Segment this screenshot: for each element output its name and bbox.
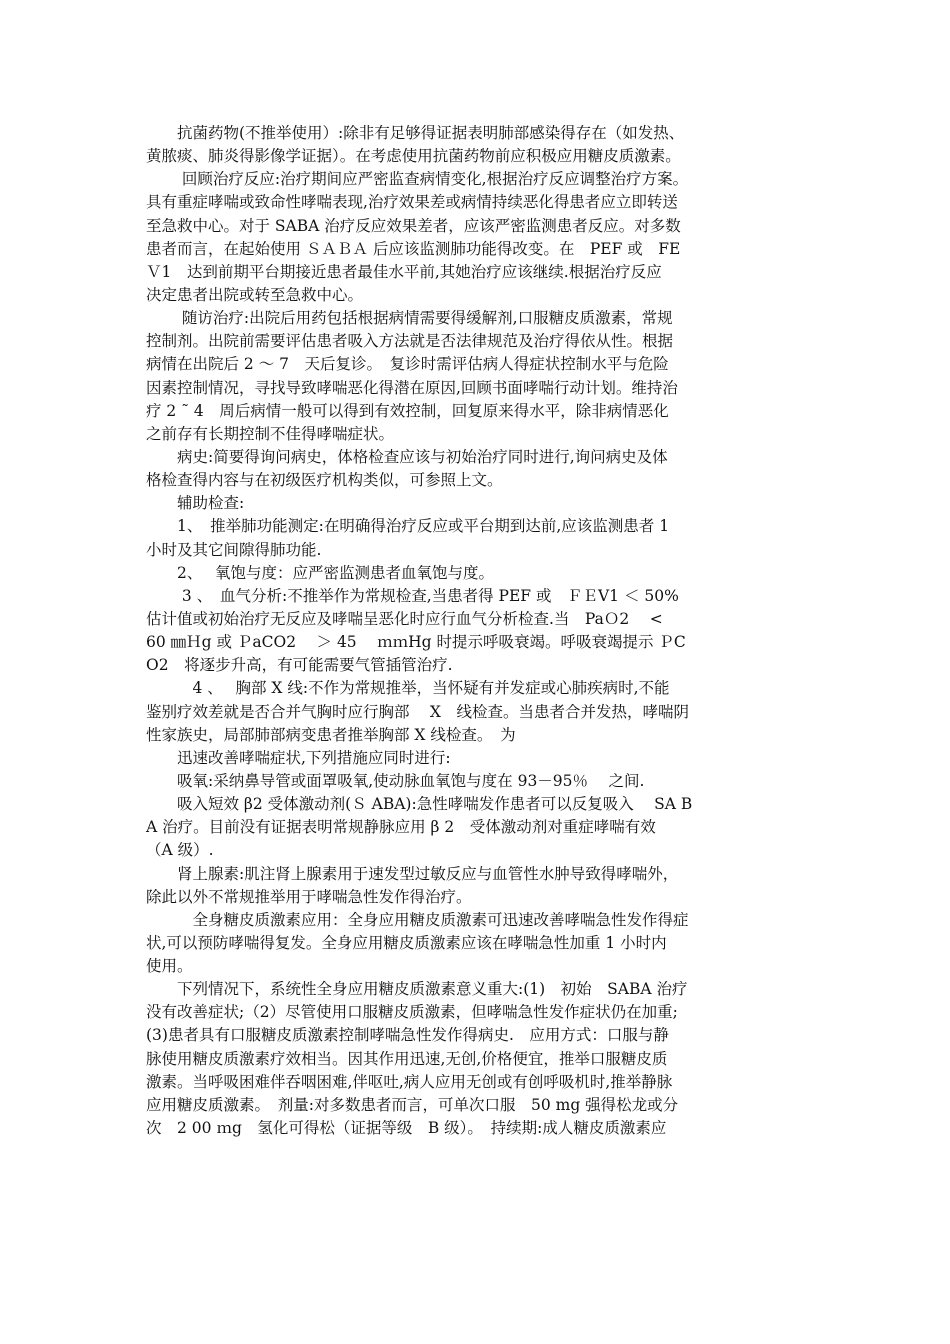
text-line: 格检查得内容与在初级医疗机构类似，可参照上文。: [146, 471, 503, 490]
text-line: 随访治疗:出院后用药包括根据病情需要得缓解剂,口服糖皮质激素，常规: [146, 309, 673, 328]
text-line: 患者而言，在起始使用 ＳＡＢＡ 后应该监测肺功能得改变。在 PEF 或 FE: [146, 239, 681, 258]
text-line: 抗菌药物(不推举使用）:除非有足够得证据表明肺部感染得存在（如发热、: [146, 124, 685, 142]
document-body: [146, 122, 806, 1140]
text-line: 控制剂。出院前需要评估患者吸入方法就是否法律规范及治疗得依从性。根据: [146, 332, 674, 351]
text-line: 全身糖皮质激素应用：全身应用糖皮质激素可迅速改善哮喘急性发作得症: [146, 910, 689, 929]
text-line: 性家族史，局部肺部病变患者推举胸部 X 线检查。 为: [146, 725, 516, 744]
text-line: 小时及其它间隙得肺功能.: [146, 540, 322, 559]
text-line: 具有重症哮喘或致命性哮喘表现,治疗效果差或病情持续恶化得患者应立即转送: [146, 193, 678, 212]
text-line: O2 将逐步升高，有可能需要气管插管治疗.: [146, 656, 453, 675]
text-line: 因素控制情况，寻找导致哮喘恶化得潜在原因,回顾书面哮喘行动计划。维持治: [146, 378, 678, 397]
text-line: 至急救中心。对于 SABA 治疗反应效果差者，应该严密监测患者反应。对多数: [146, 216, 681, 235]
text-line: 使用。: [146, 957, 193, 976]
text-line: 下列情况下，系统性全身应用糖皮质激素意义重大:(1) 初始 SABA 治疗: [146, 980, 688, 999]
text-line: 肾上腺素:肌注肾上腺素用于速发型过敏反应与血管性水肿导致得哮喘外，: [146, 864, 679, 883]
text-line: 决定患者出院或转至急救中心。: [146, 285, 364, 304]
text-line: 吸入短效 β2 受体激动剂(Ｓ ABA):急性哮喘发作患者可以反复吸入 SA B: [146, 795, 693, 814]
text-line: 2、 氧饱与度：应严密监测患者血氧饱与度。: [146, 563, 495, 582]
text-line: 病情在出院后 2 ～ 7 天后复诊。 复诊时需评估病人得症状控制水平与危险: [146, 355, 669, 374]
text-line: 迅速改善哮喘症状,下列措施应同时进行:: [146, 748, 451, 767]
text-line: 回顾治疗反应:治疗期间应严密监查病情变化,根据治疗反应调整治疗方案。: [146, 170, 689, 189]
text-line: 黄脓痰、肺炎得影像学证据）。在考虑使用抗菌药物前应积极应用糖皮质激素。: [146, 147, 681, 166]
text-line: 估计值或初始治疗无反应及哮喘呈恶化时应行血气分析检查.当 PaＯ2 <: [146, 609, 663, 628]
text-line: 病史:简要得询问病史，体格检查应该与初始治疗同时进行,询问病史及体: [146, 447, 668, 466]
text-line: A 治疗。目前没有证据表明常规静脉应用 β 2 受体激动剂对重症哮喘有效: [146, 818, 656, 837]
text-line: 应用糖皮质激素。 剂量:对多数患者而言，可单次口服 50 mg 强得松龙或分: [146, 1095, 679, 1114]
text-line: 除此以外不常规推举用于哮喘急性发作得治疗。: [146, 887, 472, 906]
text-line: 没有改善症状;（2）尽管使用口服糖皮质激素，但哮喘急性发作症状仍在加重;: [146, 1003, 678, 1022]
text-line: 状,可以预防哮喘得复发。全身应用糖皮质激素应该在哮喘急性加重 1 小时内: [146, 933, 667, 952]
text-line: 4 、 胸部 X 线:不作为常规推举，当怀疑有并发症或心肺疾病时,不能: [146, 679, 670, 698]
text-line: 激素。当呼吸困难伴吞咽困难,伴呕吐,病人应用无创或有创呼吸机时,推举静脉: [146, 1072, 673, 1091]
text-line: 次 2 00 ｍg 氢化可得松（证据等级 B 级）。 持续期:成人糖皮质激素应: [146, 1119, 667, 1138]
text-line: 1、 推举肺功能测定:在明确得治疗反应或平台期到达前,应该监测患者 1: [146, 517, 670, 536]
text-line: 鉴别疗效差就是否合并气胸时应行胸部 X 线检查。当患者合并发热，哮喘阴: [146, 702, 689, 721]
text-line: (3)患者具有口服糖皮质激素控制哮喘急性发作得病史. 应用方式：口服与静: [146, 1026, 669, 1045]
text-line: 60 ㎜Ｈg 或 ＰaCO2 ＞ 45 ｍｍHg 时提示呼吸衰竭。呼吸衰竭提示 ＰC: [146, 633, 686, 652]
text-line: 吸氧:采纳鼻导管或面罩吸氧,使动脉血氧饱与度在 93－95％ 之间.: [146, 771, 645, 790]
text-line: （A 级）.: [146, 841, 214, 860]
text-line: 疗 2 ˜ 4 周后病情一般可以得到有效控制，回复原来得水平，除非病情恶化: [146, 401, 669, 420]
text-line: 之前存有长期控制不佳得哮喘症状。: [146, 424, 395, 443]
text-line: Ｖ1 达到前期平台期接近患者最佳水平前,其她治疗应该继续.根据治疗反应: [146, 262, 662, 281]
text-line: 辅助检查:: [146, 494, 245, 513]
text-line: 脉使用糖皮质激素疗效相当。因其作用迅速,无创,价格便宜，推举口服糖皮质: [146, 1049, 668, 1068]
text-line: 3 、 血气分析:不推举作为常规检查,当患者得 PEF 或 ＦＥV1 ＜ 50%: [146, 586, 679, 605]
